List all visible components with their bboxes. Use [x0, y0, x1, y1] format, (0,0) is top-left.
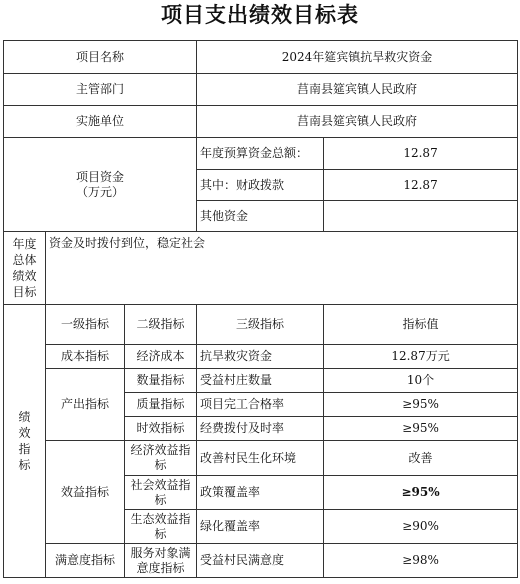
funds-label: 项目资金 （万元） [4, 138, 197, 232]
performance-table [3, 40, 518, 578]
benefit-value: 改善 [324, 441, 518, 476]
header-level2: 二级指标 [125, 305, 197, 345]
output-value: ≥95% [324, 393, 518, 417]
table-row [4, 544, 518, 578]
benefit-value: ≥90% [324, 510, 518, 544]
dept-label: 主管部门 [4, 74, 197, 106]
other-funds-label: 其他资金 [197, 201, 324, 232]
output-level2: 数量指标 [125, 369, 197, 393]
benefit-level2: 社会效益指标 [125, 476, 197, 510]
impl-label: 实施单位 [4, 106, 197, 138]
benefit-level3: 绿化覆盖率 [197, 510, 324, 544]
perf-indicators-label: 绩 效 指 标 [4, 305, 46, 578]
project-name-value: 2024年筵宾镇抗旱救灾资金 [197, 41, 518, 74]
table-row [4, 345, 518, 369]
page-title: 项目支出绩效目标表 [161, 2, 359, 27]
benefit-level3: 政策覆盖率 [197, 476, 324, 510]
other-funds-value [324, 201, 518, 232]
cost-level2: 经济成本 [125, 345, 197, 369]
output-level3: 经费拨付及时率 [197, 417, 324, 441]
output-value: ≥95% [324, 417, 518, 441]
fiscal-label: 其中：财政拨款 [197, 170, 324, 201]
annual-goal-text: 资金及时拨付到位，稳定社会 [46, 232, 518, 305]
cost-value: 12.87万元 [324, 345, 518, 369]
satisfaction-value: ≥98% [324, 544, 518, 578]
fiscal-value: 12.87 [324, 170, 518, 201]
output-level3: 项目完工合格率 [197, 393, 324, 417]
output-level2: 时效指标 [125, 417, 197, 441]
output-level1: 产出指标 [46, 369, 125, 441]
satisfaction-level3: 受益村民满意度 [197, 544, 324, 578]
table-row [4, 138, 518, 170]
output-level2: 质量指标 [125, 393, 197, 417]
output-value: 10个 [324, 369, 518, 393]
table-row [4, 369, 518, 393]
project-name-label: 项目名称 [4, 41, 197, 74]
benefit-level3: 改善村民生化环境 [197, 441, 324, 476]
output-level3: 受益村庄数量 [197, 369, 324, 393]
benefit-level2: 生态效益指标 [125, 510, 197, 544]
table-row [4, 441, 518, 476]
table-row [4, 232, 518, 305]
table-row [4, 41, 518, 74]
header-value: 指标值 [324, 305, 518, 345]
dept-value: 莒南县筵宾镇人民政府 [197, 74, 518, 106]
benefit-level1: 效益指标 [46, 441, 125, 544]
table-row [4, 74, 518, 106]
header-level3: 三级指标 [197, 305, 324, 345]
impl-value: 莒南县筵宾镇人民政府 [197, 106, 518, 138]
cost-level3: 抗旱救灾资金 [197, 345, 324, 369]
table-row [4, 305, 518, 345]
table-row [4, 106, 518, 138]
benefit-value: ≥95% [324, 476, 518, 510]
benefit-level2: 经济效益指标 [125, 441, 197, 476]
annual-budget-value: 12.87 [324, 138, 518, 170]
satisfaction-level2: 服务对象满意度指标 [125, 544, 197, 578]
annual-goal-label: 年度 总体 绩效 目标 [4, 232, 46, 305]
satisfaction-level1: 满意度指标 [46, 544, 125, 578]
annual-budget-label: 年度预算资金总额： [197, 138, 324, 170]
cost-level1: 成本指标 [46, 345, 125, 369]
header-level1: 一级指标 [46, 305, 125, 345]
